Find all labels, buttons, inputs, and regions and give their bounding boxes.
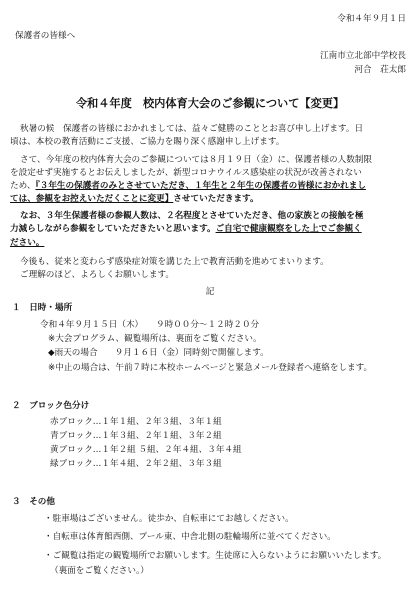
program-note: ※大会プログラム、観覧場所は、裏面をご覧ください。 <box>48 334 262 344</box>
paragraph-2-line-3-emphasis: 『３年生の保護者のみとさせていただき、１年生と２年生の保護者の皆様におかれまし <box>35 181 366 191</box>
paragraph-2-line-4 <box>10 194 259 205</box>
paragraph-2-line-4-tail: させていただきます。 <box>173 194 259 204</box>
document-date: 令和４年９月１日 <box>337 14 406 24</box>
paragraph-3-line-1: なお、３年生保護者様の参観人数は、２名程度とさせていただき、他の家族との接触を極 <box>20 211 364 221</box>
paragraph-2-line-3-lead: ため、 <box>10 181 36 191</box>
section-3-heading: ３ その他 <box>12 497 55 507</box>
other-item-bicycles: ・自転車は体育館西側、プール東、中舎北側の駐輪場所に並べてください。 <box>44 532 336 542</box>
rain-date-note: ◆雨天の場合 ９月１６日（金）同時刻で開催します。 <box>48 348 269 358</box>
paragraph-3-line-2-lead: 力減らしながら参観をしていただきたいと思います。 <box>10 224 216 234</box>
paragraph-3-line-3: ださい。 <box>10 238 45 248</box>
sender-name: 河合 荘太郎 <box>354 65 406 75</box>
paragraph-2-line-1: さて、今年度の校内体育大会のご参観については８月１９日（金）に、保護者様の人数制限 <box>20 155 373 165</box>
paragraph-4-line-1: 今後も、従来と変わらず感染症対策を講じた上で教育活動を進めてまいります。 <box>20 257 329 267</box>
section-2-heading: ２ ブロック色分け <box>12 401 90 411</box>
paragraph-2-line-3 <box>10 181 366 192</box>
paragraph-3-line-2-emphasis: ご自宅で健康観察をした上でご参観く <box>215 224 362 234</box>
section-1-heading: １ 日時・場所 <box>12 303 73 313</box>
paragraph-1-line-2: 頃は、本校の教育活動にご支援、ご協力を賜り深く感謝申し上げます。 <box>10 137 285 147</box>
paragraph-2-line-2: を設定せず実施するとお伝えしましたが、新型コロナウイルス感染症の状況が改善されない <box>10 168 362 178</box>
paragraph-4-line-2: ご理解のほど、よろしくお願いします。 <box>20 270 175 280</box>
paragraph-2-line-4-emphasis: ては、参観をお控えいただくことに変更】 <box>10 194 174 204</box>
block-yellow: 黄ブロック…１年２組 ５組、２年４組、３年４組 <box>50 445 242 455</box>
sender-school: 江南市立北部中学校長 <box>320 51 406 61</box>
block-red: 赤ブロック…１年１組、２年３組、３年１組 <box>50 417 222 427</box>
other-item-viewing: ・ご観覧は指定の観覧場所でお願いします。生徒席に入らないようにお願いいたします。 <box>44 551 387 561</box>
other-item-parking: ・駐車場はございません。徒歩か、自転車にてお越しください。 <box>44 514 294 524</box>
block-blue: 青ブロック…１年３組、２年１組、３年２組 <box>50 431 222 441</box>
paragraph-1-line-1: 秋暑の候 保護者の皆様におかれましては、益々ご健勝のこととお喜び申し上げます。日 <box>20 124 364 134</box>
event-date-time: 令和４年９月１５日（木） ９時００分～１２時２０分 <box>40 320 260 330</box>
block-green: 緑ブロック…１年４組、２年２組、３年３組 <box>50 459 222 469</box>
other-item-see-back: （裏面をご覧ください。） <box>50 566 149 576</box>
ki-marker: 記 <box>205 287 215 297</box>
paragraph-3-line-2 <box>10 224 362 235</box>
recipient-line: 保護者の皆様へ <box>15 31 76 41</box>
cancel-note: ※中止の場合は、午前７時に本校ホームページと緊急メール登録者へ連絡をします。 <box>48 363 373 373</box>
document-title: 令和４年度 校内体育大会のご参観について【変更】 <box>75 97 345 110</box>
